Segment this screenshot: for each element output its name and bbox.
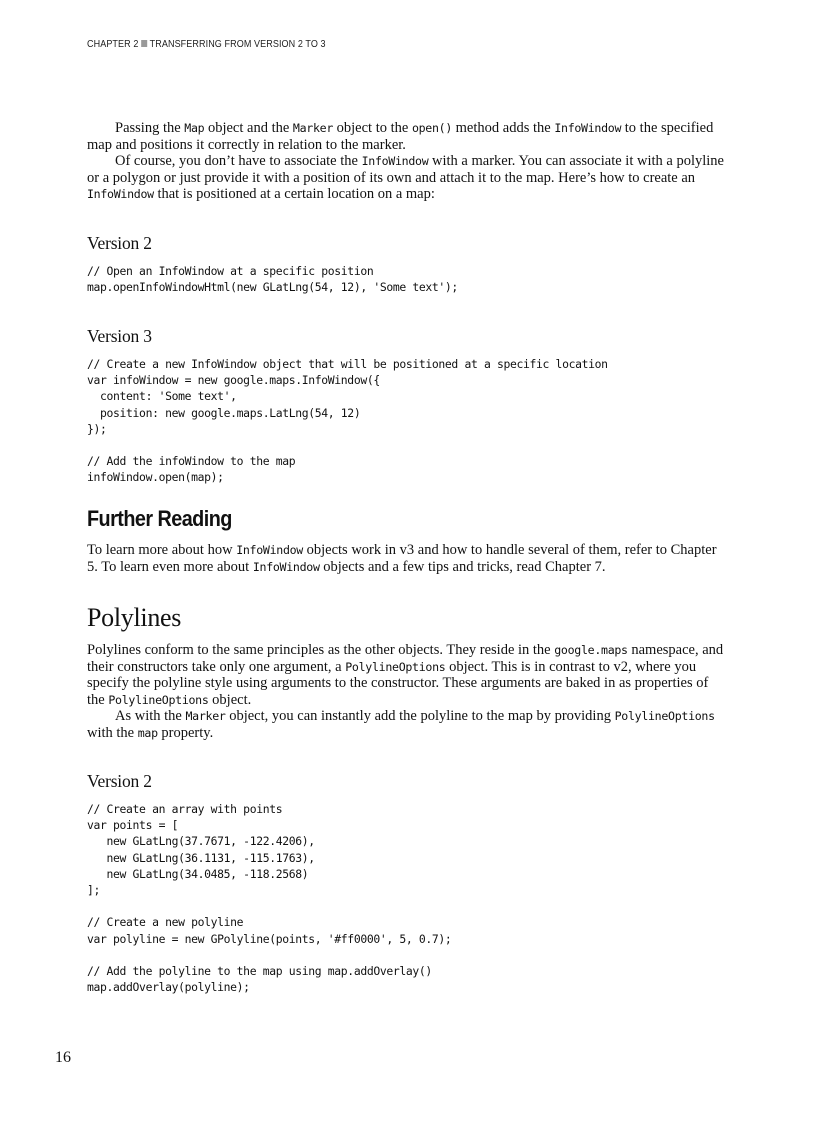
infowindow-version-3-code: // Create a new InfoWindow object that will be positioned at a specific location var infoWindow = new google.maps.InfoWindow({ content: 'Some text', position: new google.maps.LatLng(54, 12) }); // Add the infoWindow to the map infoWindow.open(map); [87, 357, 608, 485]
infowindow-version-2-code: // Open an InfoWindow at a specific position map.openInfoWindowHtml(new GLatLng(54, 12), 'Some text'); [87, 264, 458, 295]
inline-code: PolylineOptions [345, 659, 446, 674]
text: object to the [333, 120, 412, 136]
inline-code: open() [411, 121, 453, 135]
text: To learn more about how [87, 542, 237, 558]
text: object and the [204, 120, 293, 136]
page-number: 16 [55, 1049, 71, 1066]
inline-code: PolylineOptions [614, 709, 715, 723]
inline-code: Marker [292, 121, 334, 135]
polyline-version-2-heading: Version 2 [87, 771, 152, 791]
intro-paragraph-2 [87, 153, 729, 203]
text: with the [87, 724, 138, 741]
intro-paragraph-1 [87, 120, 729, 153]
inline-code: map [137, 725, 158, 740]
polylines-paragraph-1 [87, 642, 729, 708]
inline-code: InfoWindow [87, 187, 154, 201]
polylines-heading: Polylines [87, 603, 182, 632]
running-head-title: TRANSFERRING FROM VERSION 2 TO 3 [149, 38, 326, 50]
further-reading-heading: Further Reading [87, 506, 232, 531]
text: Of course, you don’t have to associate the [115, 153, 362, 169]
text: that is positioned at a certain location on a map: [153, 186, 435, 202]
polylines-text [87, 642, 729, 741]
polyline-version-2-code: // Create an array with points var points = [ new GLatLng(37.7671, -122.4206), new GLatLng(36.1131, -115.1763), new GLatLng(34.0485, -118.2568) ]; // Create a new polyline var polyline = new GPolyline(points, '#ff0000', 5, 0.7); // Add the polyline to the map using map.addOverlay() map.addOverlay(polyline); [87, 802, 452, 995]
running-head-chapter: CHAPTER 2 [87, 38, 139, 50]
running-head [87, 38, 326, 50]
inline-code: Marker [185, 709, 226, 723]
infowindow-version-3-heading: Version 3 [87, 326, 152, 346]
inline-code: google.maps [554, 643, 628, 657]
further-reading-text [87, 542, 729, 575]
inline-code: Map [184, 121, 205, 135]
inline-code: InfoWindow [554, 121, 622, 135]
text: Passing the [115, 120, 185, 136]
text: with a marker. You can associate it with a polyline or a polygon or just provide it with a position of its own and attach it to the map. Here’s how to create an [87, 153, 724, 186]
text: object, you can instantly add the polyline to the map by providing [225, 708, 615, 724]
text: objects work in v3 and how to handle several of them, refer to Chapter 5. To learn even more about [87, 542, 717, 575]
text: method adds the [452, 120, 555, 136]
inline-code: InfoWindow [236, 543, 303, 557]
text: As with the [115, 708, 186, 724]
intro-text [87, 120, 729, 203]
polylines-paragraph-2 [87, 708, 729, 741]
infowindow-version-2-heading: Version 2 [87, 233, 152, 253]
text: object. [208, 691, 252, 708]
text: to the specified map and positions it correctly in relation to the marker. [87, 120, 714, 153]
text: objects and a few tips and tricks, read Chapter 7. [319, 558, 606, 575]
inline-code: InfoWindow [252, 559, 320, 574]
further-reading-paragraph [87, 542, 729, 575]
text: Polylines conform to the same principles as the other objects. They reside in the [87, 642, 555, 658]
text: property. [157, 724, 214, 741]
square-bullet-icon [141, 40, 147, 47]
text: object. This is in contrast to v2, where you specify the polyline style using arguments to the constructor. These arguments are baked in as properties of the [87, 658, 709, 708]
inline-code: PolylineOptions [108, 692, 209, 707]
text: namespace, and their constructors take only one argument, a [87, 642, 724, 675]
inline-code: InfoWindow [361, 154, 429, 168]
